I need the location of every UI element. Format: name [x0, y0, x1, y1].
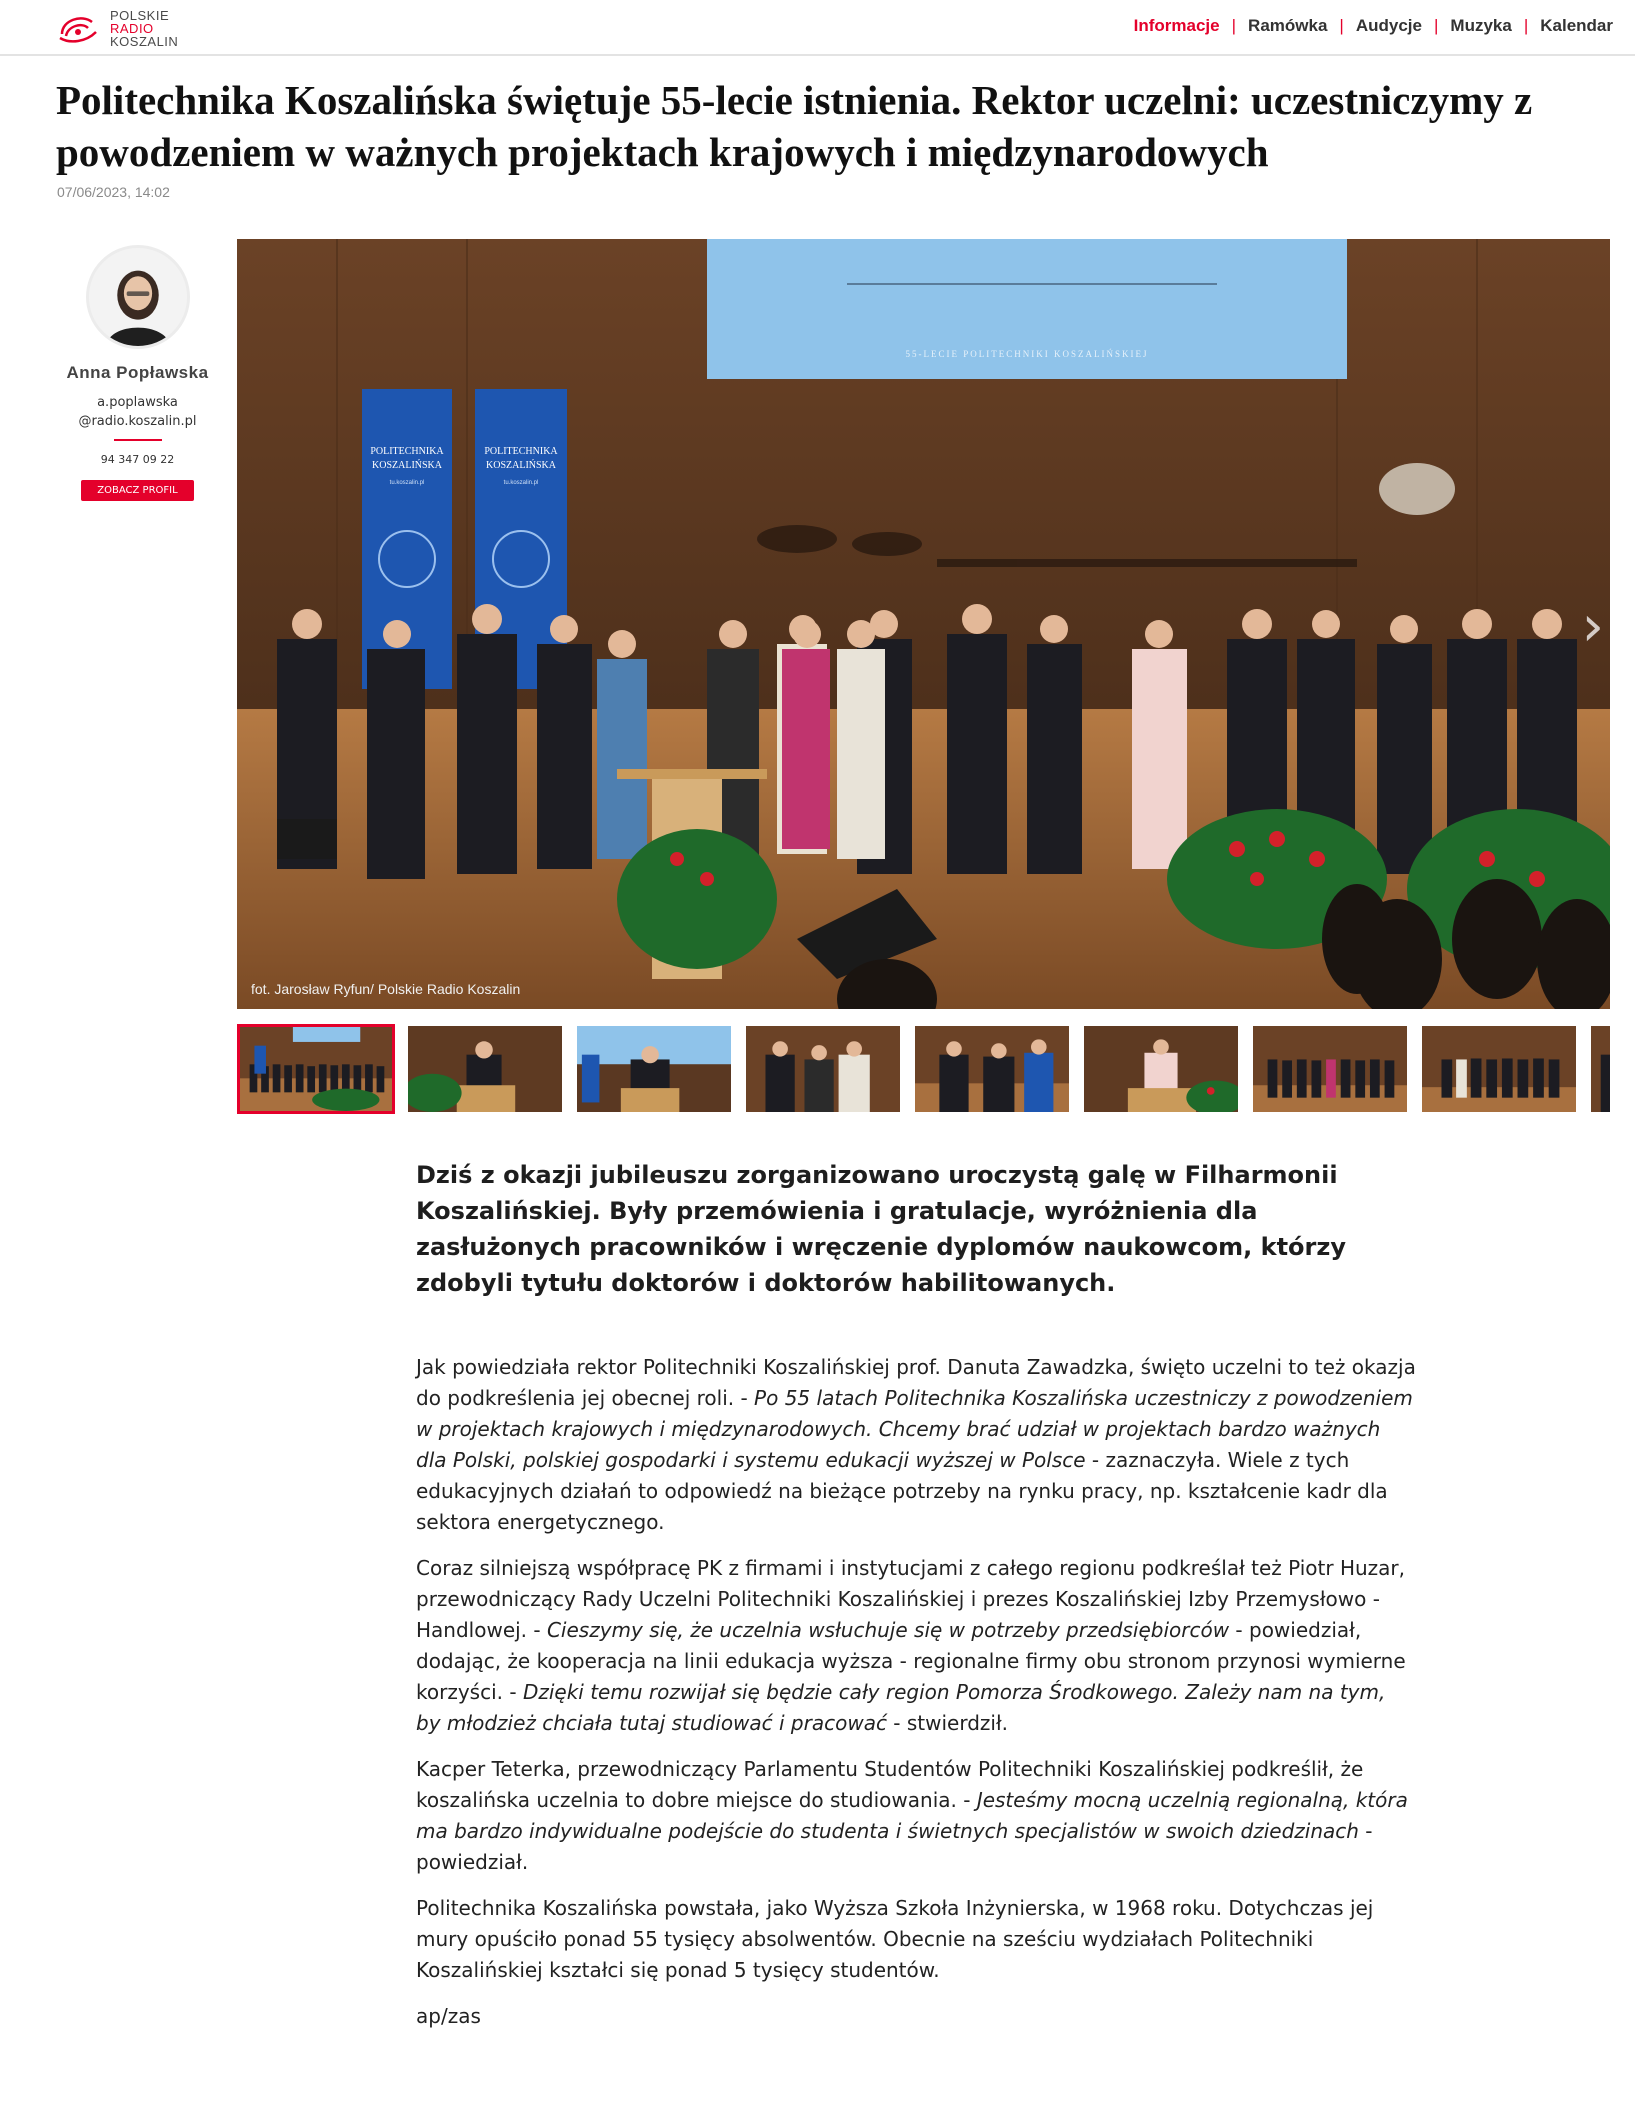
- view-profile-button[interactable]: ZOBACZ PROFIL: [81, 480, 193, 501]
- gallery-next-arrow-icon[interactable]: ›: [1581, 594, 1604, 659]
- thumbnails-next-arrow-icon[interactable]: ›: [1615, 1048, 1627, 1083]
- article-paragraph: Kacper Teterka, przewodniczący Parlamentu Studentów Politechniki Koszalińskiej podkreślił, że koszalińska uczelnia to dobre miejsce do studiowania. - Jesteśmy mocną uczelnią regionalną, która ma bardzo indywidualne podejście do studenta i świetnych specjalistów w swoich dziedzinach - powiedział.: [416, 1757, 1408, 1874]
- ceremony-photo: [237, 239, 1610, 1009]
- gallery-thumbnail[interactable]: [406, 1024, 564, 1114]
- quote: Cieszymy się, że uczelnia wsłuchuje się w potrzeby przedsiębiorców: [546, 1618, 1230, 1642]
- author-divider: [114, 439, 162, 441]
- gallery-thumbnail[interactable]: [1589, 1024, 1610, 1114]
- article-body: [416, 1352, 1416, 2047]
- article-lead: Dziś z okazji jubileuszu zorganizowano uroczystą galę w Filharmonii Koszalińskiej. Były przemówienia i gratulacje, wyróżnienia dla zasłużonych pracowników i wręczenie dyplomów naukowcom, którzy zdobyli tytułu doktorów i doktorów habilitowanych.: [416, 1161, 1346, 1297]
- gallery-thumbnails: [237, 1024, 1610, 1114]
- article-title: Politechnika Koszalińska świętuje 55-lecie istnienia. Rektor uczelni: uczestniczymy z powodzeniem w ważnych projektach krajowych i międzynarodowych: [56, 77, 1533, 175]
- nav-item-muzyka[interactable]: Muzyka: [1450, 16, 1512, 35]
- nav-separator: |: [1433, 16, 1439, 35]
- svg-text:POLITECHNIKA: POLITECHNIKA: [484, 446, 558, 457]
- gallery-thumbnail[interactable]: [237, 1024, 395, 1114]
- author-card: [60, 245, 215, 501]
- article-paragraph: Coraz silniejszą współpracę PK z firmami i instytucjami z całego regionu podkreślał też Piotr Huzar, przewodniczący Rady Uczelni Politechniki Koszalińskiej i prezes Koszalińskiej Izby Przemysłowo - Handlowej. - Cieszymy się, że uczelnia wsłuchuje się w potrzeby przedsiębiorców - powiedział, dodając, że kooperacja na linii edukacja wyższa - regionalne firmy obu stronom przynosi wymierne korzyści. - Dzięki temu rozwijał się będzie cały region Pomorza Środkowego. Zależy nam na tym, by młodzież chciała tutaj studiować i pracować - stwierdził.: [416, 1556, 1406, 1735]
- svg-text:KOSZALIŃSKA: KOSZALIŃSKA: [486, 460, 556, 471]
- svg-text:POLITECHNIKA: POLITECHNIKA: [370, 446, 444, 457]
- author-phone: 94 347 09 22: [100, 453, 175, 466]
- nav-item-kalendar[interactable]: Kalendar: [1540, 16, 1613, 35]
- site-logo[interactable]: [56, 8, 178, 48]
- author-portrait-icon: [89, 248, 187, 346]
- nav-item-ramowka[interactable]: Ramówka: [1248, 16, 1328, 35]
- quote: Dzięki temu rozwijał się będzie cały region Pomorza Środkowego. Zależy nam na tym, by młodzież chciała tutaj studiować i pracować: [416, 1680, 1386, 1735]
- svg-text:tu.koszalin.pl: tu.koszalin.pl: [503, 480, 539, 486]
- author-email-line1: a.poplawska: [97, 395, 178, 410]
- top-navigation-bar: [0, 0, 1635, 56]
- article-signature: ap/zas: [416, 2004, 481, 2028]
- svg-text:tu.koszalin.pl: tu.koszalin.pl: [389, 480, 425, 486]
- gallery-thumbnail[interactable]: [1251, 1024, 1409, 1114]
- quote: Jesteśmy mocną uczelnią regionalną, która ma bardzo indywidualne podejście do studenta i świetnych specjalistów w swoich dziedzinach: [416, 1788, 1408, 1843]
- screen-text: 55-LECIE POLITECHNIKI KOSZALIŃSKIEJ: [905, 349, 1149, 359]
- gallery-thumbnail[interactable]: [1420, 1024, 1578, 1114]
- nav-separator: |: [1231, 16, 1237, 35]
- gallery-thumbnail[interactable]: [1082, 1024, 1240, 1114]
- nav-item-audycje[interactable]: Audycje: [1355, 16, 1422, 35]
- radio-waves-logo-icon: [56, 8, 108, 48]
- article-paragraph: Politechnika Koszalińska powstała, jako Wyższa Szkoła Inżynierska, w 1968 roku. Dotychczas jej mury opuściło ponad 55 tysięcy absolwentów. Obecnie na sześciu wydziałach Politechniki Koszalińskiej kształci się ponad 5 tysięcy studentów.: [416, 1896, 1374, 1982]
- gallery-thumbnail[interactable]: [744, 1024, 902, 1114]
- photo-caption: fot. Jarosław Ryfun/ Polskie Radio Koszalin: [251, 981, 521, 997]
- quote: Po 55 latach Politechnika Koszalińska uczestniczy z powodzeniem w projektach krajowych i międzynarodowych. Chcemy brać udział w projektach bardzo ważnych dla Polski, polskiej gospodarki i systemu edukacji wyższej w Polsce: [416, 1386, 1413, 1472]
- main-nav: [1122, 16, 1625, 36]
- article-date: 07/06/2023, 14:02: [57, 184, 170, 200]
- author-email-line2: @radio.koszalin.pl: [78, 414, 197, 429]
- nav-separator: |: [1523, 16, 1529, 35]
- nav-separator: |: [1339, 16, 1344, 35]
- svg-text:KOSZALIŃSKA: KOSZALIŃSKA: [372, 460, 442, 471]
- gallery-thumbnail[interactable]: [913, 1024, 1071, 1114]
- logo-text: POLSKIE RADIO KOSZALIN: [110, 7, 179, 49]
- author-email[interactable]: [60, 393, 215, 431]
- article-paragraph: Jak powiedziała rektor Politechniki Koszalińskiej prof. Danuta Zawadzka, święto uczelni to też okazja do podkreślenia jej obecnej roli. - Po 55 latach Politechnika Koszalińska uczestniczy z powodzeniem w projektach krajowych i międzynarodowych. Chcemy brać udział w projektach bardzo ważnych dla Polski, polskiej gospodarki i systemu edukacji wyższej w Polsce - zaznaczyła. Wiele z tych edukacyjnych działań to odpowiedź na bieżące potrzeby na rynku pracy, np. kształcenie kadr dla sektora energetycznego.: [416, 1355, 1416, 1534]
- gallery-main-image[interactable]: [237, 239, 1610, 1009]
- nav-item-informacje[interactable]: Informacje: [1133, 16, 1220, 35]
- author-name[interactable]: Anna Popławska: [66, 363, 209, 382]
- gallery-thumbnail[interactable]: [575, 1024, 733, 1114]
- author-avatar[interactable]: [86, 245, 190, 349]
